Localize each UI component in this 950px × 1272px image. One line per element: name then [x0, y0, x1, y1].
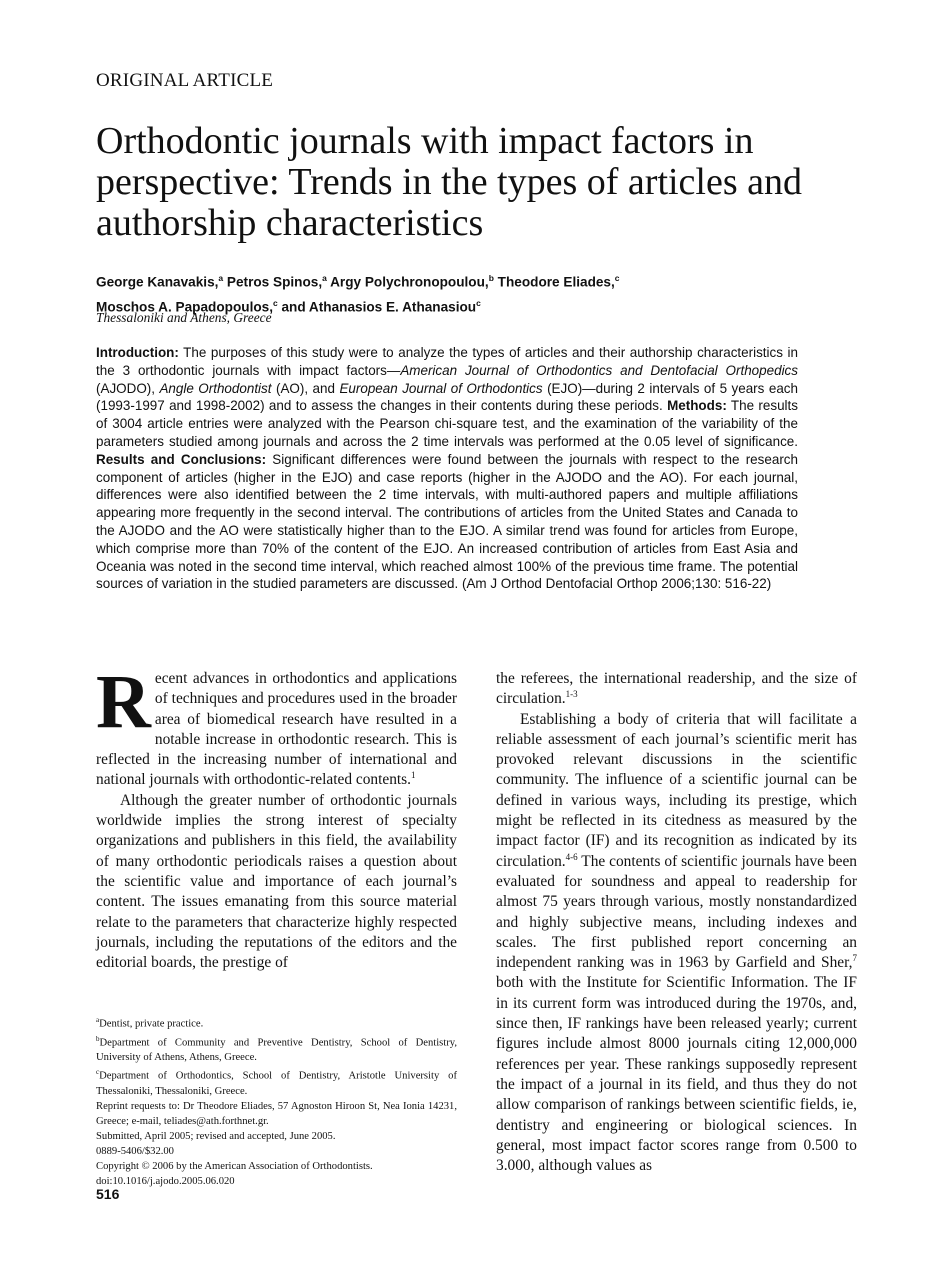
- paragraph-text: both with the Institute for Scientific Information. The IF in its current form was introduced during the 1970s, and, since then, IF rankings have been released yearly; current figures include almost 8000 journals citing 12,000,000 references per year. These rankings supposedly represent the impact of a journal in its field, and thus they do not allow comparison of rankings between scientific fields, ie, dentistry and engineering or biological sciences. In general, most impact factor scores range from 0.500 to 3.000, although values as: [496, 974, 857, 1175]
- paragraph-text: the referees, the international readership, and the size of circulation.: [496, 670, 857, 708]
- paragraph-text: ecent advances in orthodontics and applications of techniques and procedures used in the broader area of biomedical research have resulted in a notable increase in orthodontic research. This is reflected in the increasing number of international and national journals with orthodontic-related contents.: [96, 670, 457, 789]
- drop-cap: R: [96, 660, 151, 744]
- body-paragraph: [496, 710, 857, 1177]
- journal-name: European Journal of Orthodontics: [339, 380, 543, 396]
- body-paragraph: Although the greater number of orthodontic journals worldwide implies the strong interest of specialty organizations and publishers in this field, the availability of many orthodontic periodicals raises a question about the scientific value and importance of each journal’s content. The issues emanating from this source material relate to the parameters that characterize highly respected journals, including the reputations of the editors and the editorial boards, the prestige of: [96, 791, 457, 972]
- journal-name: Angle Orthodontist: [159, 380, 272, 396]
- journal-name: American Journal of Orthodontics and Dentofacial Orthopedics: [400, 362, 798, 378]
- abstract-text: (EJO)—during 2 intervals of 5 years each (1993-1997 and 1998-2002) and to assess the changes in their contents during these periods.: [96, 380, 798, 414]
- author-name: George Kanavakis,: [96, 274, 219, 290]
- footnote-text: Dentist, private practice.: [99, 1018, 204, 1030]
- body-column-left: [96, 660, 457, 973]
- submission-dates: Submitted, April 2005; revised and accepted, June 2005.: [96, 1130, 336, 1142]
- affiliation-mark: a: [218, 273, 224, 283]
- page-number: 516: [96, 1186, 120, 1202]
- footnote-text: Department of Orthodontics, School of Dentistry, Aristotle University of Thessaloniki, Thessaloniki, Greece.: [96, 1070, 457, 1097]
- citation-ref: 4-6: [565, 851, 578, 862]
- author-name: Argy Polychronopoulou,: [326, 274, 489, 290]
- footnotes: [96, 1013, 457, 1189]
- section-label: ORIGINAL ARTICLE: [96, 70, 274, 91]
- footnote-mark: b: [96, 1034, 100, 1043]
- abstract-text: The purposes of this study were to analyze the types of articles and their authorship characteristics in the 3 orthodontic journals with impact factors—: [96, 345, 798, 378]
- copyright: Copyright © 2006 by the American Association of Orthodontists.: [96, 1160, 373, 1172]
- citation-ref: 7: [852, 953, 857, 964]
- affiliation-mark: b: [488, 273, 494, 283]
- author-name: Moschos A. Papadopoulos,: [96, 299, 273, 315]
- citation-ref: 1: [411, 770, 416, 781]
- citation-ref: 1-3: [565, 689, 578, 700]
- footnote: [96, 1032, 457, 1066]
- author-name: Petros Spinos,: [223, 274, 323, 290]
- abstract-text: (AO), and: [271, 380, 340, 396]
- footnote-text: Department of Community and Preventive Dentistry, School of Dentistry, University of Athens, Athens, Greece.: [96, 1037, 457, 1064]
- affiliation-mark: a: [322, 273, 327, 283]
- author-name: and Athanasios E. Athanasiou: [277, 299, 477, 315]
- body-paragraph: [96, 660, 457, 791]
- author-location: Thessaloniki and Athens, Greece: [96, 310, 272, 325]
- affiliation-mark: c: [476, 297, 481, 308]
- footnote: [96, 1013, 457, 1032]
- footnote-mark: c: [96, 1068, 100, 1077]
- issn: 0889-5406/$32.00: [96, 1145, 174, 1157]
- paragraph-text: Establishing a body of criteria that will facilitate a reliable assessment of each journal’s scientific merit has provoked relevant discussions in the scientific community. The influence of a scientific journal can be defined in various ways, including its prestige, which might be reflected in its citedness as measured by the impact factor (IF) and its recognition as indicated by its circulation.: [496, 710, 857, 870]
- doi: doi:10.1016/j.ajodo.2005.06.020: [96, 1175, 235, 1187]
- abstract-text: The results of 3004 article entries were analyzed with the Pearson chi-square test, and the examination of the variability of the parameters studied among journals and across the 2 time intervals was performed at the 0.05 level of significance.: [96, 398, 798, 449]
- abstract-results-label: Results and Conclusions:: [96, 451, 267, 467]
- author-name: Theodore Eliades,: [493, 274, 615, 290]
- reprint-requests: Reprint requests to: Dr Theodore Eliades, 57 Agnoston Hiroon St, Nea Ionia 14231, Greece; e-mail, teliades@ath.forthnet.gr.: [96, 1100, 457, 1127]
- footnote-mark: a: [96, 1016, 100, 1024]
- affiliation-mark: c: [272, 297, 278, 308]
- abstract-text: (AJODO),: [96, 380, 160, 396]
- body-paragraph: [496, 669, 857, 710]
- abstract-text: Significant differences were found between the journals with respect to the research component of articles (higher in the EJO) and case reports (higher in the AJODO and the AO). For each journal, differences were also identified between the 2 time intervals, with multi-authored papers and multiple affiliations appearing more frequently in the second interval. The contributions of articles from the United States and Canada to the AJODO and the AO were statistically higher than to the EJO. A similar trend was found for articles from Europe, which comprise more than 70% of the content of the EJO. An increased contribution of articles from East Asia and Oceania was noted in the second time interval, which reached almost 100% of the previous time frame. The potential sources of variation in the studied parameters are discussed. (Am J Orthod Dentofacial Orthop 2006;130: 516-22): [96, 451, 798, 592]
- body-column-right: [496, 669, 857, 1176]
- article-title: Orthodontic journals with impact factors in perspective: Trends in the types of articles and authorship characteristics: [96, 120, 803, 244]
- footnote: [96, 1065, 457, 1099]
- abstract-methods-label: Methods:: [667, 398, 727, 414]
- paragraph-text: The contents of scientific journals have been evaluated for soundness and appeal to readership for almost 75 years through various, mostly nonstandardized and highly subjective means, including indexes and scales. The first published report concerning an independent ranking was in 1963 by Garfield and Sher,: [496, 852, 857, 972]
- abstract-intro-label: Introduction:: [96, 345, 179, 360]
- affiliation-mark: c: [614, 273, 620, 283]
- abstract: [96, 344, 798, 593]
